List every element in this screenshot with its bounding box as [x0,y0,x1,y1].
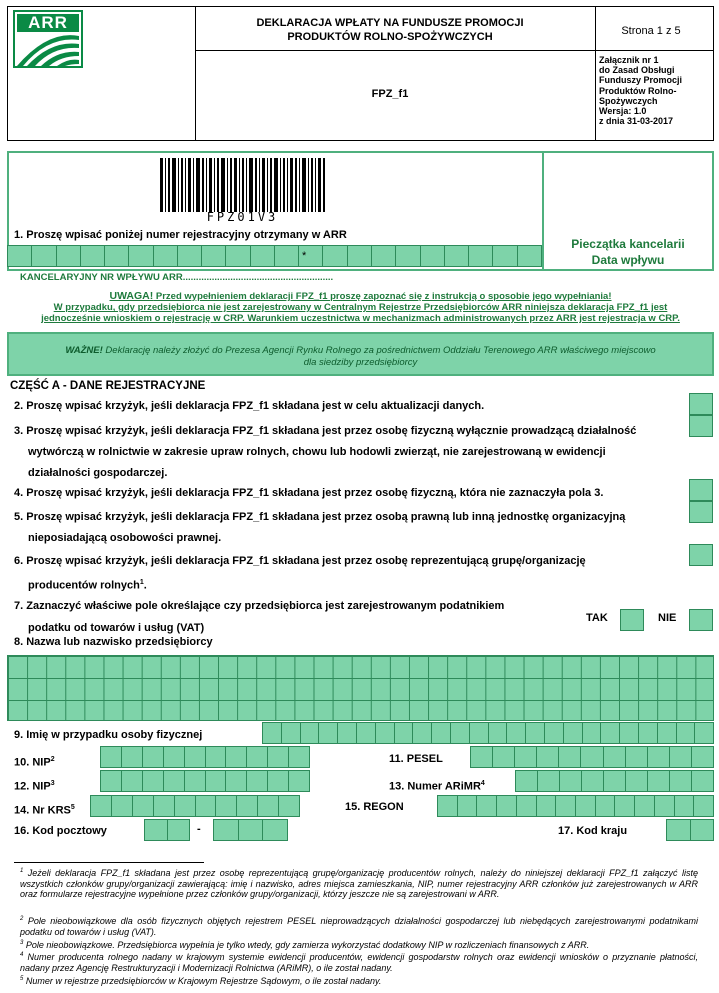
q14-label: 14. Nr KRS$^5$ [14,804,75,817]
q10-label: 10. NIP$^2$ [14,756,55,769]
form-title-line1: DEKLARACJA WPŁATY NA FUNDUSZE PROMOCJI [256,17,524,29]
footnote-4: $^4$ Numer producenta rolnego nadany w krajowym systemie ewidencji producentów, ewidencji gospodarstw rolnych oraz ewidencji wniosków o przyznanie płatności, nadany przez Agencję Restrukturyzacji i Modernizacji Rolnictwa (ARiMR), o ile został nadany. [20,952,698,973]
q3-checkbox[interactable] [689,415,713,437]
warning-notice: UWAGA! Przed wypełnieniem deklaracji FPZ_f1 proszę zapoznać się z instrukcją o sposobie jego wypełniania! W przypadku, gdy przedsiębiorca nie jest zarejestrowany w Centralnym Rejestrze Przedsiębiorców ARR niniejsza deklaracja FPZ_f1 jest jednocześnie wnioskiem o rejestrację w CRP. Warunkiem uczestnictwa w mechanizmach administrowanych przez ARR jest rejestracja w CRP. [41,290,680,324]
arimr-number-field[interactable] [515,770,714,792]
stamp-label: Pieczątka kancelarii Data wpływu [571,237,685,267]
q15-label: 15. REGON [345,801,404,813]
first-name-field[interactable] [262,722,714,744]
q2-checkbox[interactable] [689,393,713,415]
form-code: FPZ_f1 [371,88,409,100]
krs-field[interactable] [90,795,300,817]
barcode-text: FPZ01V3 [206,210,279,224]
stamp-divider [542,151,544,271]
attachment-info: Załącznik nr 1 do Zasad Obsługi Funduszy Promocji Produktów Rolno- Spożywczych Wersja: 1.0 z dnia 31-03-2017 [599,55,683,127]
footnote-2: $^2$ Pole nieobowiązkowe dla osób fizycznych objętych rejestrem PESEL nieprowadzących działalności gospodarczej lub niebędących zarejestrowanymi podatnikami podatku od towarów i usług (VAT). [20,916,698,937]
postal-code-dash: - [197,823,201,835]
q6-label: 6. Proszę wpisać krzyżyk, jeśli deklaracja FPZ_f1 składana jest przez osobę reprezentującą grupę/organizację producentów rolnych$^1$. [14,555,586,592]
registration-number-separator: * [302,250,307,262]
q6-checkbox[interactable] [689,544,713,566]
footnote-3: $^3$ Pole nieobowiązkowe. Przedsiębiorca wypełnia je tylko wtedy, gdy zamierza wykorzystać dodatkowy NIP w rozliczeniach finansowych z ARR. [20,940,590,950]
pesel-field[interactable] [470,746,714,768]
page-number: Strona 1 z 5 [621,25,681,37]
footnote-1: $^1$ Jeżeli deklaracja FPZ_f1 składana jest przez osobę reprezentującą grupę/organizację producentów rolnych, należy do niniejszej deklaracji FPZ_f1 załączyć listę wszystkich członków grupy/organizacji zawierającą: imię i nazwisko, adres miejsca zamieszkania, NIP, numer rejestracyjny ARR członków już zarejestrowanych w ARR oraz formularze rejestracyjne wypełnione przez członków grupy/organizacji, którzy jeszcze nie są zarejestrowani w ARR. [20,868,698,899]
nip-additional-field[interactable] [100,770,310,792]
incoming-number-label: KANCELARYJNY NR WPŁYWU ARR......................................................... [20,272,334,283]
vat-yes-checkbox[interactable] [620,609,644,631]
form-title-line2: PRODUKTÓW ROLNO-SPOŻYWCZYCH [287,31,493,43]
q1-label: 1. Proszę wpisać poniżej numer rejestracyjny otrzymany w ARR [14,229,347,241]
vat-no-label: NIE [658,612,677,624]
company-name-field[interactable] [7,655,714,721]
registration-number-field[interactable] [7,245,542,267]
q5-checkbox[interactable] [689,501,713,523]
q8-label: 8. Nazwa lub nazwisko przedsiębiorcy [14,636,213,648]
logo-text: ARR [28,13,68,32]
country-code-field[interactable] [666,819,714,841]
postal-code-part2[interactable] [213,819,288,841]
q3-label: 3. Proszę wpisać krzyżyk, jeśli deklaracja FPZ_f1 składana jest przez osobę fizyczną wyłącznie prowadzącą działalność wytwórczą w rolnictwie w zakresie upraw rolnych, chowu lub hodowli zwierząt, nie zarejestrowaną w ewidencji działalności gospodarczej. [14,425,637,479]
q17-label: 17. Kod kraju [558,825,628,837]
q13-label: 13. Numer ARiMR$^4$ [389,780,485,793]
q9-label: 9. Imię w przypadku osoby fizycznej [14,729,203,741]
important-notice: WAŻNE! Deklarację należy złożyć do Prezesa Agencji Rynku Rolnego za pośrednictwem Oddziału Terenowego ARR właściwego miejscowo dla siedziby przedsiębiorcy [65,345,656,368]
nip-field[interactable] [100,746,310,768]
q4-checkbox[interactable] [689,479,713,501]
vat-no-checkbox[interactable] [689,609,713,631]
section-a-title: CZĘŚĆ A - DANE REJESTRACYJNE [10,380,206,392]
q7-label: 7. Zaznaczyć właściwe pole określające czy przedsiębiorca jest zarejestrowanym podatnikiem podatku od towarów i usług (VAT) [14,600,505,634]
footnote-separator [14,862,204,863]
q16-label: 16. Kod pocztowy [14,825,107,837]
footnote-5: $^5$ Numer w rejestrze przedsiębiorców w Krajowym Rejestrze Sądowym, o ile został nadany. [20,976,382,986]
vat-yes-label: TAK [586,612,608,624]
postal-code-part1[interactable] [144,819,190,841]
q12-label: 12. NIP$^3$ [14,780,55,793]
q5-label: 5. Proszę wpisać krzyżyk, jeśli deklaracja FPZ_f1 składana jest przez osobą prawną lub inną jednostkę organizacyjną nieposiadającą osobowości prawnej. [14,511,626,544]
arr-logo [13,10,83,68]
barcode [160,158,325,212]
q2-label: 2. Proszę wpisać krzyżyk, jeśli deklaracja FPZ_f1 składana jest w celu aktualizacji danych. [14,400,485,412]
regon-field[interactable] [437,795,714,817]
q4-label: 4. Proszę wpisać krzyżyk, jeśli deklaracja FPZ_f1 składana jest przez osobę fizyczną, która nie zaznaczyła pola 3. [14,487,604,499]
q11-label: 11. PESEL [389,753,443,765]
